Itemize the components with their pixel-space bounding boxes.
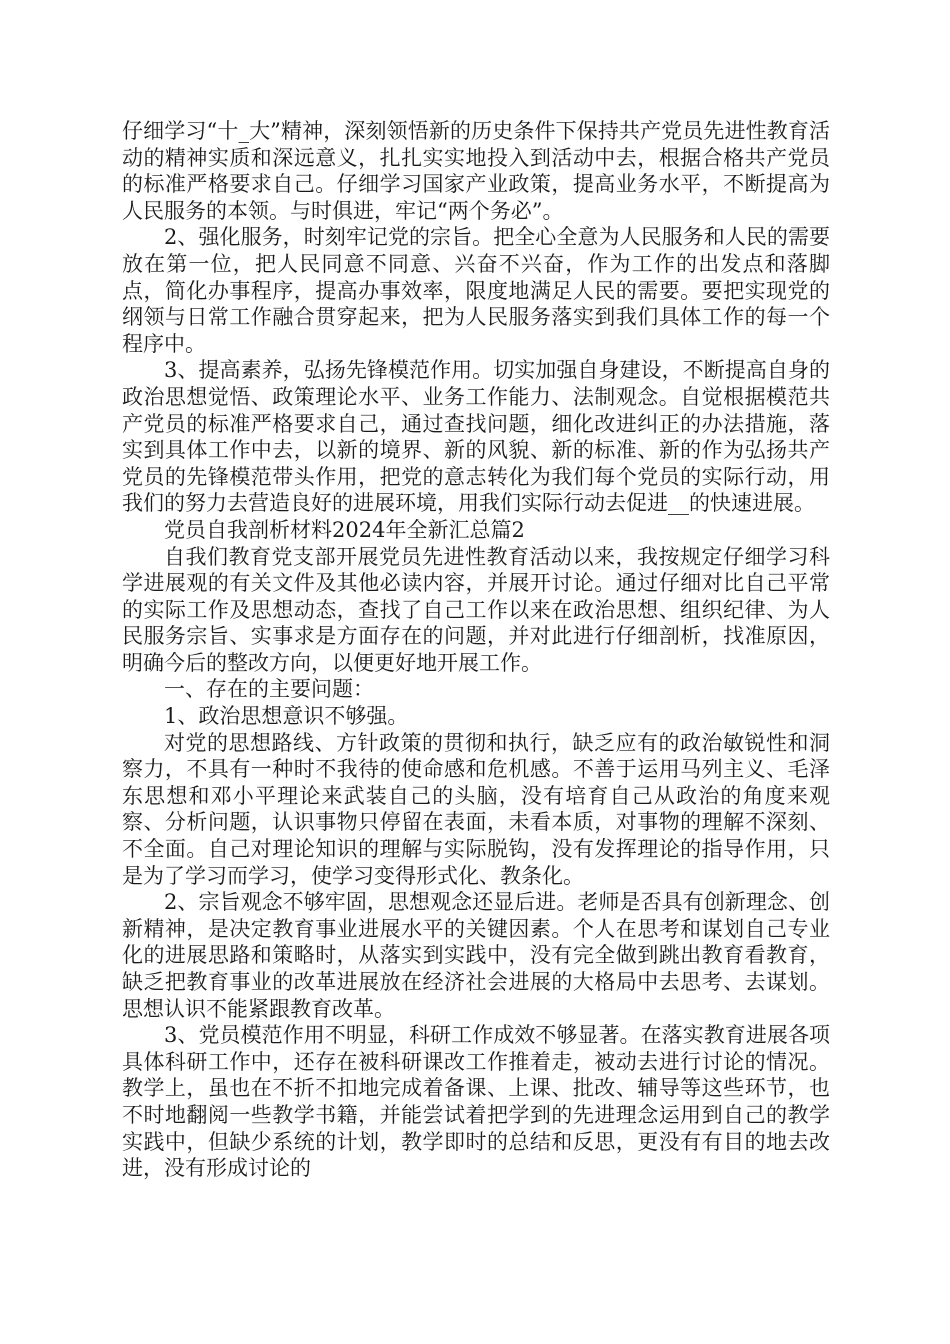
paragraph-intro: 自我们教育党支部开展党员先进性教育活动以来，我按规定仔细学习科学进展观的有关文件及其他必读内容，并展开讨论。通过仔细对比自己平常的实际工作及思想动态，查找了自己工作以来在政治思想、组织纪律、为人民服务宗旨、实事求是方面存在的问题，并对此进行仔细剖析，找准原因，明确今后的整改方向，以便更好地开展工作。 [122, 544, 830, 675]
paragraph-strengthen-service: 2、强化服务，时刻牢记党的宗旨。把全心全意为人民服务和人民的需要放在第一位，把人民同意不同意、兴奋不兴奋，作为工作的出发点和落脚点，简化办事程序，提高办事效率，限度地满足人民的需要。要把实现党的纲领与日常工作融合贯穿起来，把为人民服务落实到我们具体工作的每一个程序中。 [122, 225, 830, 356]
heading-political-awareness: 1、政治思想意识不够强。 [164, 704, 409, 729]
paragraph-role-model: 3、党员模范作用不明显，科研工作成效不够显著。在落实教育进展各项具体科研工作中，还存在被科研课改工作推着走，被动去进行讨论的情况。教学上，虽也在不折不扣地完成着备课、上课、批改、辅导等这些环节，也不时地翻阅一些教学书籍，并能尝试着把学到的先进理念运用到自己的教学实践中，但缺少系统的计划，教学即时的总结和反思，更没有有目的地去改进，没有形成讨论的 [122, 1023, 830, 1181]
heading-main-problems: 一、存在的主要问题： [164, 677, 374, 702]
paragraph-purpose-concept: 2、宗旨观念不够牢固，思想观念还显后进。老师是否具有创新理念、创新精神，是决定教育事业进展水平的关键因素。个人在思考和谋划自己专业化的进展思路和策略时，从落实到实践中，没有完全做到跳出教育看教育，缺乏把教育事业的改革进展放在经济社会进展的大格局中去思考、去谋划。思想认识不能紧跟教育改革。 [122, 890, 830, 1021]
paragraph-improve-quality: 3、提高素养，弘扬先锋模范作用。切实加强自身建设，不断提高自身的政治思想觉悟、政策理论水平、业务工作能力、法制观念。自觉根据模范共产党员的标准严格要求自己，通过查找问题，细化改进纠正的办法措施，落实到具体工作中去，以新的境界、新的风貌、新的标准、新的作为弘扬共产党员的先锋模范带头作用，把党的意志转化为我们每个党员的实际行动，用我们的努力去营造良好的进展环境，用我们实际行动去促进__的快速进展。 [122, 358, 830, 516]
paragraph-political-awareness: 对党的思想路线、方针政策的贯彻和执行，缺乏应有的政治敏锐性和洞察力，不具有一种时不我待的使命感和危机感。不善于运用马列主义、毛泽东思想和邓小平理论来武装自己的头脑，没有培育自己从政治的角度来观察、分析问题，认识事物只停留在表面，未看本质，对事物的理解不深刻、不全面。自己对理论知识的理解与实际脱钩，没有发挥理论的指导作用，只是为了学习而学习，使学习变得形式化、教条化。 [122, 730, 830, 888]
document-body [122, 118, 830, 1182]
paragraph-study-spirit: 仔细学习“十_大”精神，深刻领悟新的历史条件下保持共产党员先进性教育活动的精神实质和深远意义，扎扎实实地投入到活动中去，根据合格共产党员的标准严格要求自己。仔细学习国家产业政策，提高业务水平，不断提高为人民服务的本领。与时俱进，牢记“两个务必”。 [122, 119, 830, 223]
section-title: 党员自我剖析材料2024年全新汇总篇2 [164, 517, 525, 542]
